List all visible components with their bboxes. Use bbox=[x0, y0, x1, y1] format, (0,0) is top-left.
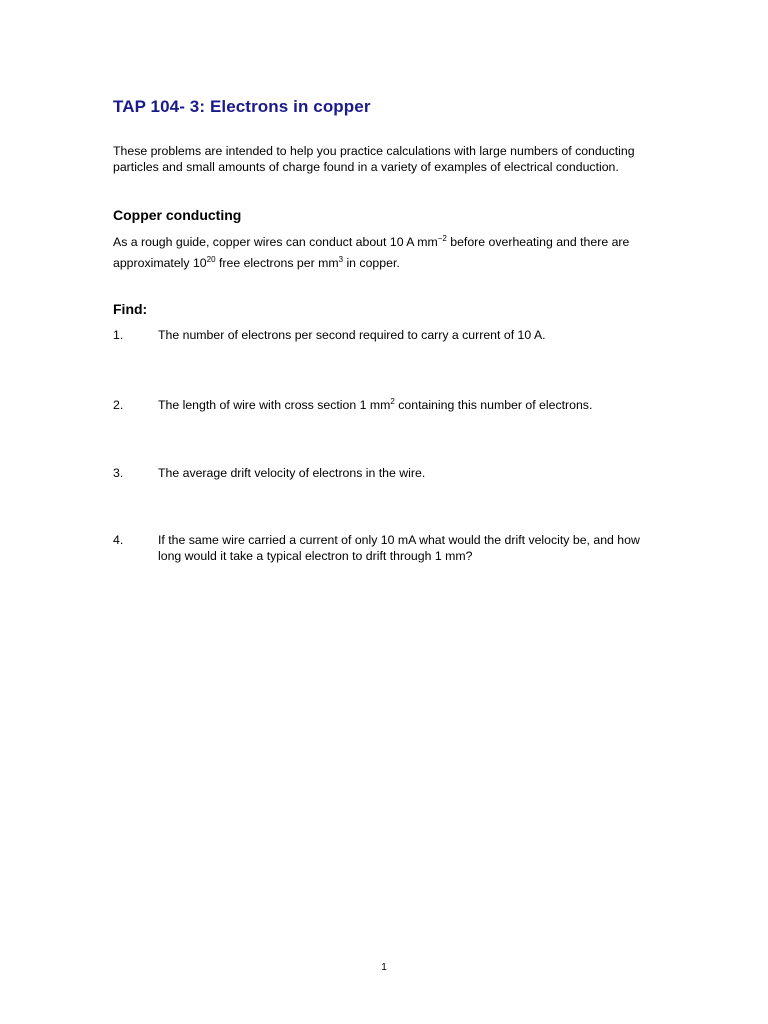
question-text: If the same wire carried a current of only 10 mA what would the drift velocity be, and how long would it take a typical electron to drift through 1 mm? bbox=[158, 533, 640, 563]
question-item bbox=[113, 327, 673, 343]
document-title: TAP 104- 3: Electrons in copper bbox=[113, 97, 371, 116]
intro-paragraph: These problems are intended to help you practice calculations with large numbers of conducting particles and small amounts of charge found in a variety of examples of electrical conduction. bbox=[113, 144, 635, 174]
question-number: 1. bbox=[113, 328, 124, 342]
question-text: The number of electrons per second required to carry a current of 10 A. bbox=[158, 328, 546, 342]
section-text-sup3: 3 bbox=[338, 254, 344, 264]
find-heading: Find: bbox=[113, 301, 148, 317]
question-text: The average drift velocity of electrons in the wire. bbox=[158, 466, 426, 480]
question-text-part1: The length of wire with cross section 1 mm bbox=[158, 398, 391, 412]
section-paragraph bbox=[113, 232, 673, 274]
section-text-part2: before overheating and there are approximately 10 bbox=[113, 235, 630, 270]
section-text-part3: free electrons per mm bbox=[215, 256, 339, 270]
question-item bbox=[113, 397, 673, 413]
question-number: 3. bbox=[113, 466, 124, 480]
question-number: 2. bbox=[113, 398, 124, 412]
section-text-part4: in copper. bbox=[343, 256, 400, 270]
section-heading: Copper conducting bbox=[113, 207, 242, 223]
question-item bbox=[113, 465, 673, 481]
section-text-part1: As a rough guide, copper wires can conduct about 10 A mm bbox=[113, 235, 438, 249]
question-item bbox=[113, 532, 673, 564]
question-text-sup: 2 bbox=[390, 396, 395, 406]
question-text bbox=[158, 397, 663, 413]
question-number: 4. bbox=[113, 533, 124, 547]
section-text-sup1: −2 bbox=[437, 233, 447, 243]
page-number: 1 bbox=[381, 962, 387, 973]
question-text-part2: containing this number of electrons. bbox=[394, 398, 593, 412]
section-text-sup2: 20 bbox=[206, 254, 216, 264]
